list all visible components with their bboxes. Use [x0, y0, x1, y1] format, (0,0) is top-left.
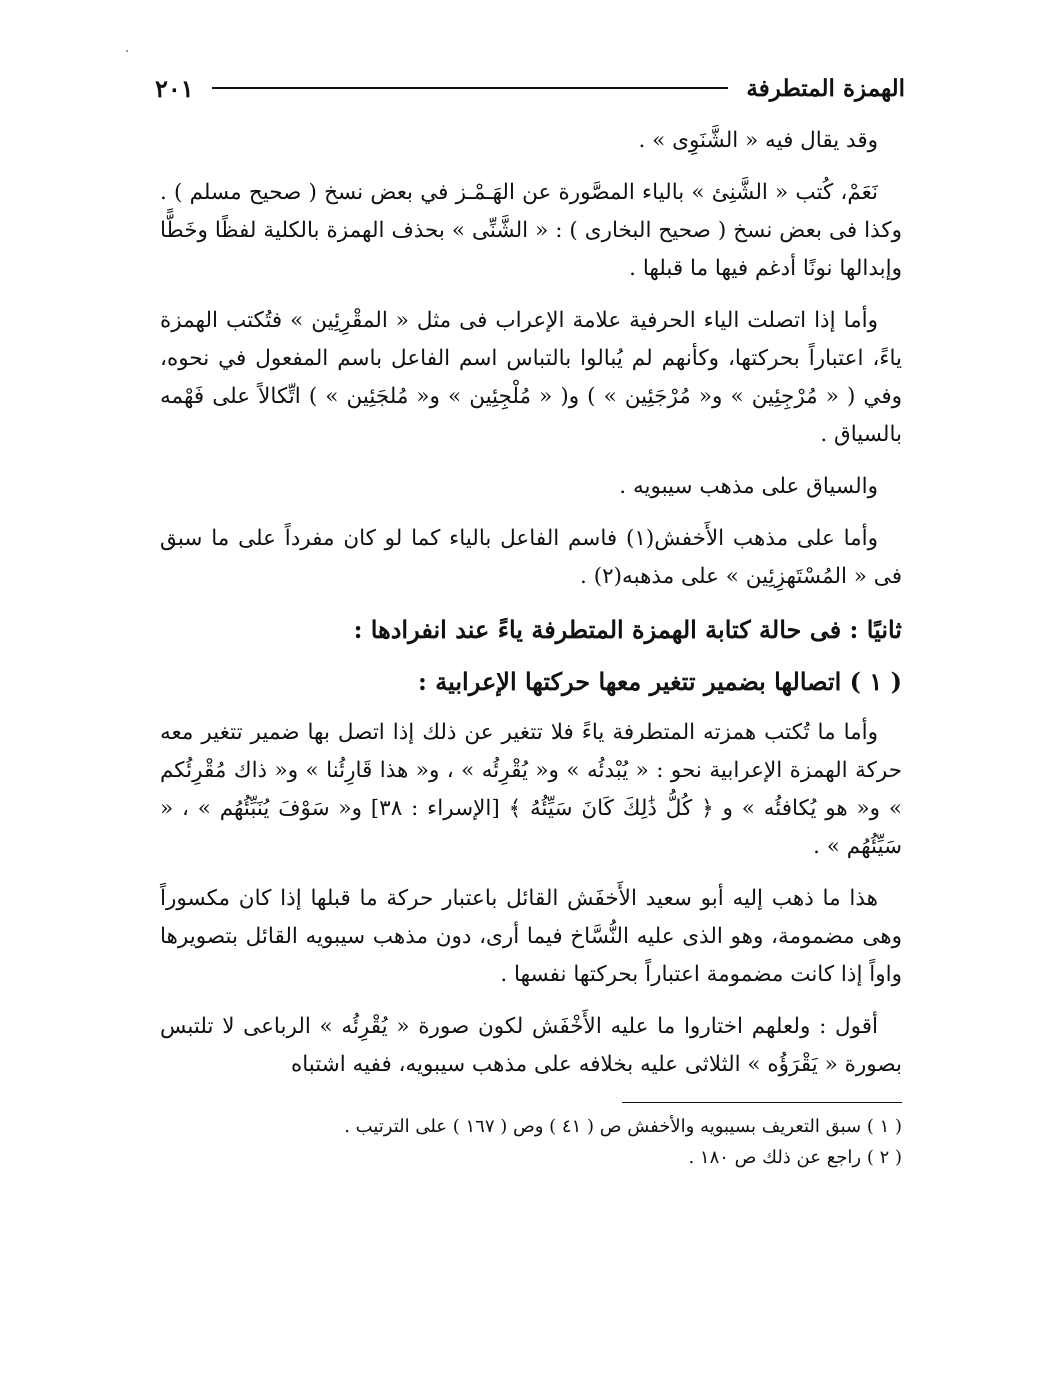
section-heading: ثانيًا : فى حالة كتابة الهمزة المتطرفة ياءً عند انفرادها : — [353, 615, 902, 644]
header-rule — [212, 87, 729, 89]
main-text — [160, 122, 902, 1173]
running-header-title: الهمزة المتطرفة — [746, 74, 905, 102]
paragraph: أقول : ولعلهم اختاروا ما عليه الأَخْفَش لكون صورة « يُقْرِئُه » الرباعى لا تلتبس بصورة « يَقْرَؤُه » الثلاثى عليه بخلافه على مذهب سيبويه، ففيه اشتباه — [160, 1014, 902, 1077]
footnote-separator — [622, 1102, 902, 1103]
paragraph: هذا ما ذهب إليه أبو سعيد الأَخفَش القائل باعتبار حركة ما قبلها إذا كان مكسوراً وهى مضمومة، وهو الذى عليه النُّسَّاخ فيما أرى، دون مذهب سيبويه القائل بتصويرها واواً إذا كانت مضمومة اعتباراً بحركتها نفسها . — [160, 886, 902, 987]
paragraph: والسياق على مذهب سيبويه . — [619, 474, 878, 499]
footnote: ( ٢ ) راجع عن ذلك ص ١٨٠ . — [688, 1147, 902, 1168]
paragraph: وأما على مذهب الأَخفش(١) فاسم الفاعل بالياء كما لو كان مفرداً على ما سبق فى « المُسْتَهزِئِين » على مذهبه(٢) . — [160, 526, 902, 589]
paragraph: وأما إذا اتصلت الياء الحرفية علامة الإعراب فى مثل « المقْرِئِين » فتُكتب الهمزة ياءً، اعتباراً بحركتها، وكأنهم لم يُبالوا بالتباس اسم الفاعل باسم المفعول في نحوه، وفي ( « مُرْجِئِين » و« مُرْجَئِين » ) و( « مُلْجِئِين » و« مُلجَئِين » ) اتِّكالاً على فَهْمه بالسياق . — [160, 308, 902, 447]
margin-mark — [126, 50, 128, 52]
paragraph: نَعَمْ، كُتب « الشَّنِئ » بالياء المصَّورة عن الهَـمْـز في بعض نسخ ( صحيح مسلم ) . وكذا فى بعض نسخ ( صحيح البخارى ) : « الشَّنِّى » بحذف الهمزة بالكلية لفظًا وخَطًّا وإبدالها نونًا أدغم فيها ما قبلها . — [160, 180, 902, 281]
page-number: ٢٠١ — [155, 73, 194, 103]
subsection-heading: ( ١ ) اتصالها بضمير تتغير معها حركتها الإعرابية : — [418, 667, 902, 696]
footnote: ( ١ ) سبق التعريف بسيبويه والأخفش ص ( ٤١ ) وص ( ١٦٧ ) على الترتيب . — [344, 1116, 902, 1137]
footnotes — [160, 1111, 902, 1173]
paragraph: وقد يقال فيه « الشَّنَوِى » . — [638, 128, 878, 153]
paragraph: وأما ما تُكتب همزته المتطرفة ياءً فلا تتغير عن ذلك إذا اتصل بها ضمير تتغير معه حركة الهمزة الإعرابية نحو : « يُبْدئُه » و« يُقْرِئُه » ، و« هذا قَارِئُنا » و« ذاك مُقْرِئُكم » و« هو يُكافئُه » و ﴿ كُلُّ ذَٰلِكَ كَانَ سَيِّئُهُ ﴾ [الإسراء : ٣٨] و« سَوْفَ يُنَبِّئُهُم » ، « سَيِّئُهُم » . — [160, 720, 902, 859]
running-header — [155, 70, 905, 106]
